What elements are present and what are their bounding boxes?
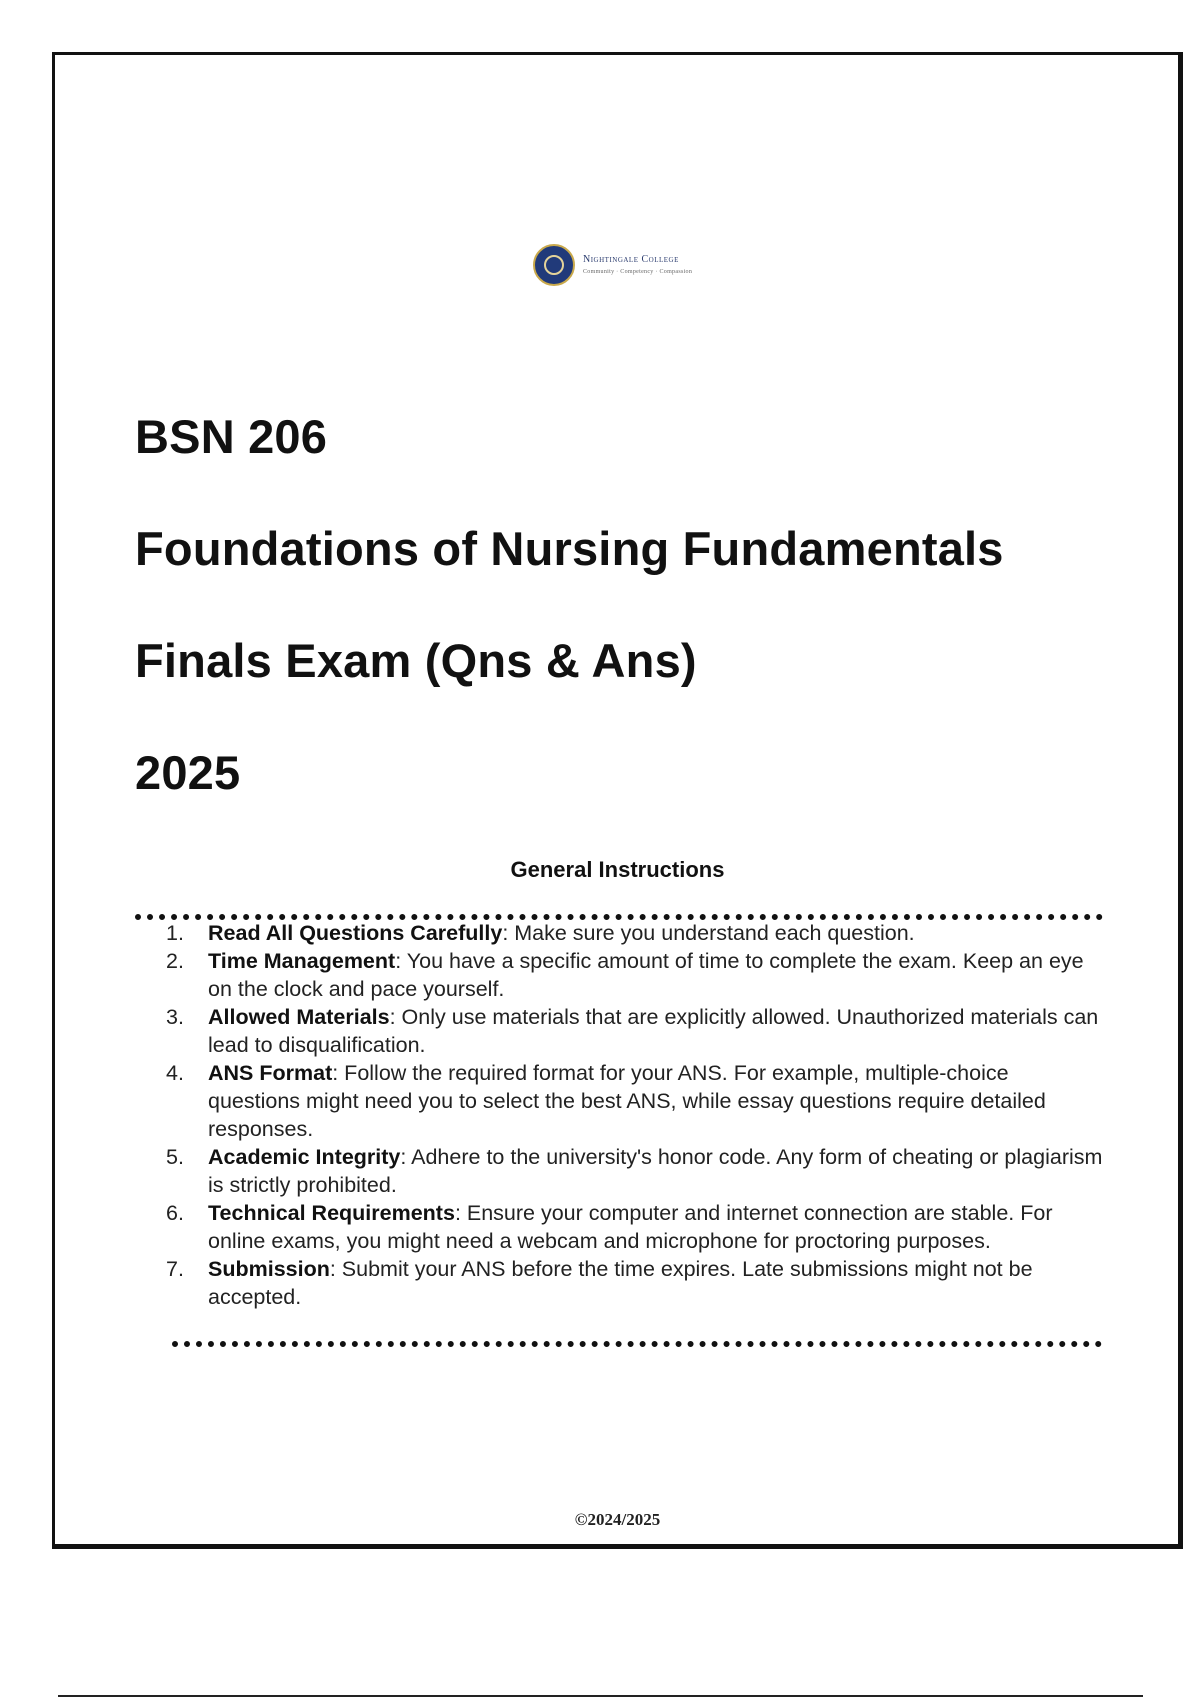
- instruction-number: 1.: [166, 921, 184, 945]
- exam-year: 2025: [135, 746, 241, 799]
- instruction-text: : Ensure your computer and internet connection are stable. For online exams, you might need a webcam and microphone for proctoring purposes.: [208, 1201, 1053, 1253]
- instruction-number: 4.: [166, 1061, 184, 1085]
- instruction-term: Read All Questions Carefully: [208, 921, 503, 945]
- logo-tagline: Community · Competency · Compassion: [583, 269, 693, 275]
- instructions-list: [166, 919, 1106, 1311]
- instruction-item: [166, 947, 1106, 1003]
- copyright-notice: ©2024/2025: [574, 1510, 661, 1529]
- instruction-item: [166, 1003, 1106, 1059]
- instruction-item: [166, 1143, 1106, 1199]
- instruction-number: 7.: [166, 1257, 184, 1281]
- instruction-term: Allowed Materials: [208, 1005, 390, 1029]
- instruction-text: : Submit your ANS before the time expires. Late submissions might not be accepted.: [208, 1257, 1033, 1309]
- instruction-item: [166, 919, 1106, 947]
- instruction-text: : Make sure you understand each question.: [502, 921, 915, 945]
- footer-divider: [58, 1695, 1143, 1697]
- logo-college-name: Nightingale College: [583, 254, 679, 265]
- instruction-text: : Adhere to the university's honor code. Any form of cheating or plagiarism is strictly prohibited.: [208, 1145, 1103, 1197]
- logo-text: [583, 255, 692, 275]
- exam-type: Finals Exam (Qns & Ans): [135, 634, 697, 687]
- instruction-term: Technical Requirements: [208, 1201, 455, 1225]
- instruction-number: 6.: [166, 1201, 184, 1225]
- instruction-term: Submission: [208, 1257, 330, 1281]
- instructions-heading: General Instructions: [510, 857, 725, 882]
- instruction-text: : Follow the required format for your ANS. For example, multiple-choice questions might need you to select the best ANS, while essay questions require detailed responses.: [208, 1061, 1046, 1141]
- course-code: BSN 206: [135, 410, 328, 463]
- instruction-number: 3.: [166, 1005, 184, 1029]
- dotted-divider-bottom: [172, 1341, 1102, 1347]
- instruction-item: [166, 1059, 1106, 1143]
- college-logo: [533, 244, 692, 286]
- instruction-term: ANS Format: [208, 1061, 333, 1085]
- college-seal-icon: [533, 244, 575, 286]
- instruction-term: Academic Integrity: [208, 1145, 401, 1169]
- instruction-number: 5.: [166, 1145, 184, 1169]
- instruction-item: [166, 1199, 1106, 1255]
- instruction-item: [166, 1255, 1106, 1311]
- course-name: Foundations of Nursing Fundamentals: [135, 522, 1004, 575]
- instruction-term: Time Management: [208, 949, 396, 973]
- instruction-number: 2.: [166, 949, 184, 973]
- instruction-text: : You have a specific amount of time to complete the exam. Keep an eye on the clock and pace yourself.: [208, 949, 1084, 1001]
- instruction-text: : Only use materials that are explicitly allowed. Unauthorized materials can lead to disqualification.: [208, 1005, 1099, 1057]
